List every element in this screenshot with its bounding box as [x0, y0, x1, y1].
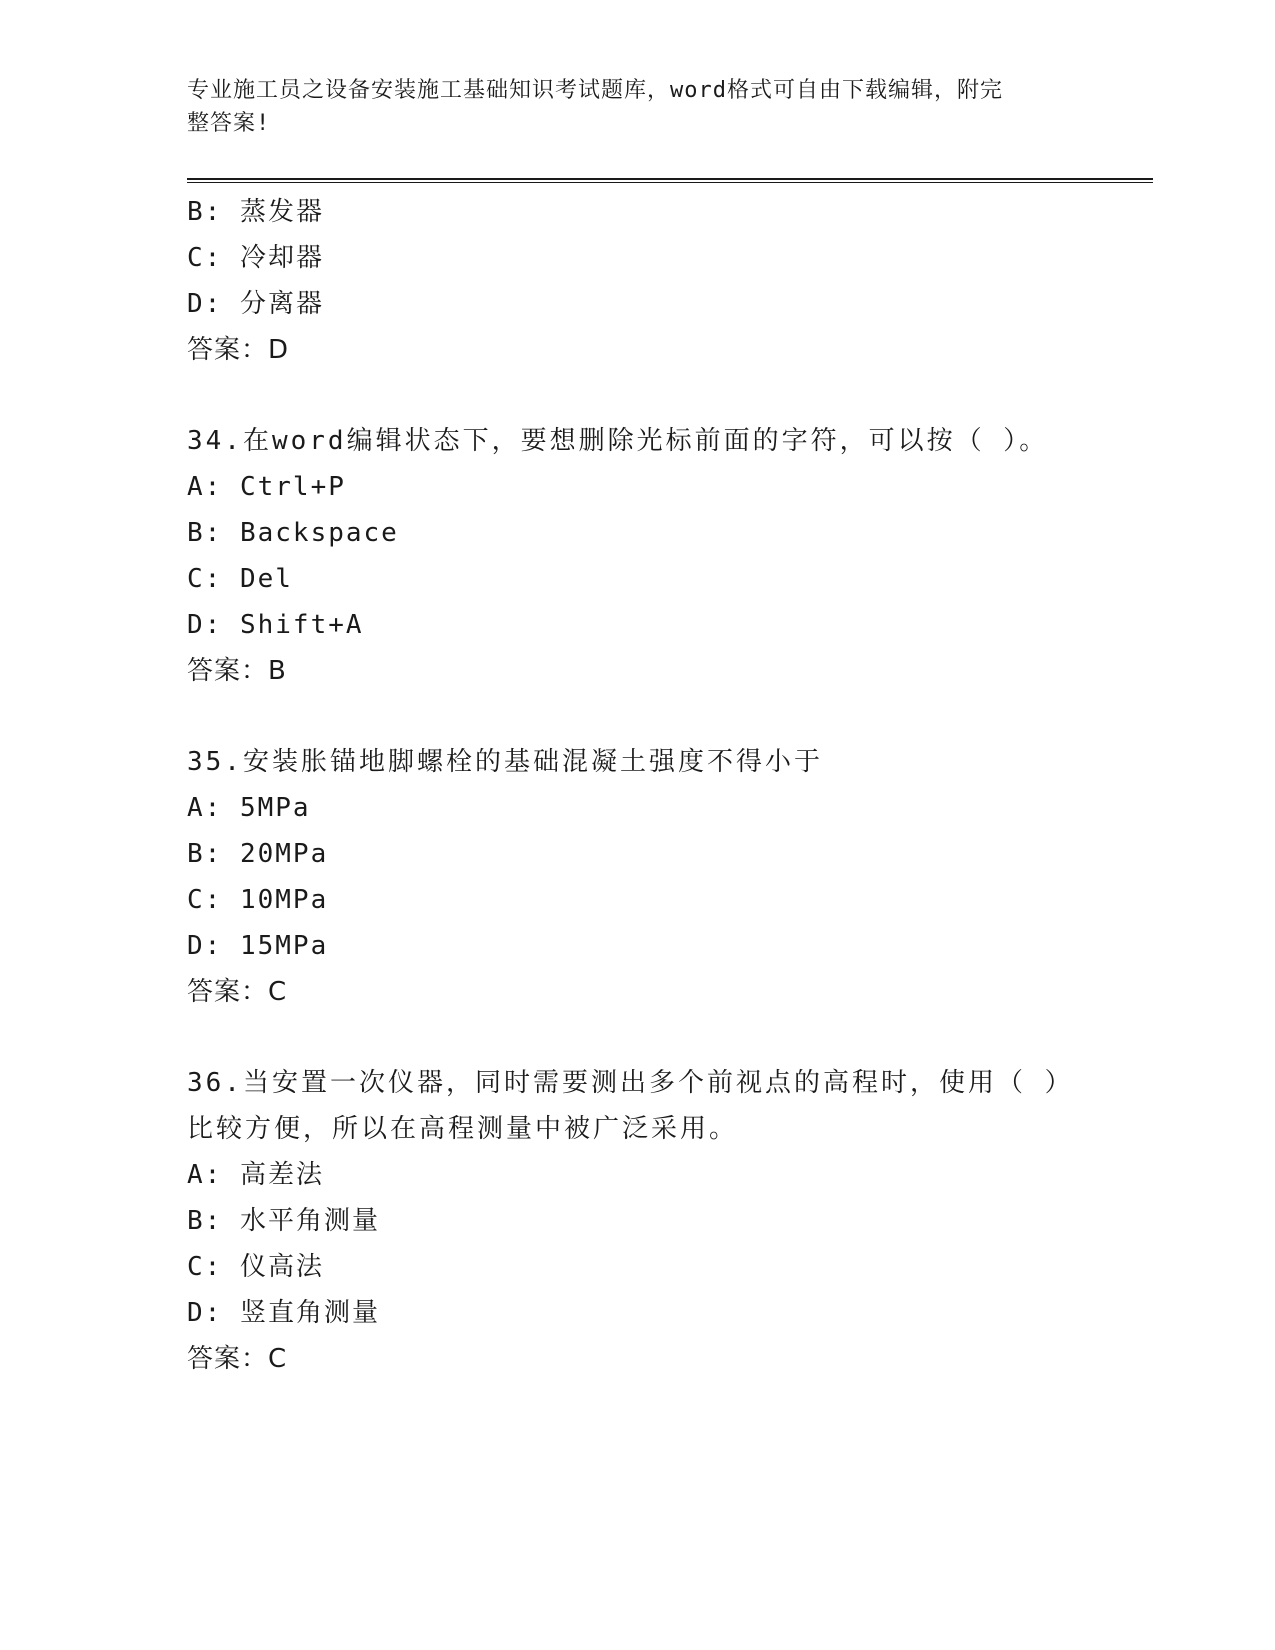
- option-d: D: Shift+A: [187, 610, 364, 640]
- header-title-line-1: 专业施工员之设备安装施工基础知识考试题库，word格式可自由下载编辑，附完: [187, 78, 1003, 103]
- question-text: 35.安装胀锚地脚螺栓的基础混凝土强度不得小于: [187, 747, 823, 777]
- answer-line: 答案：C: [187, 1344, 288, 1374]
- option-b: B: 水平角测量: [187, 1206, 380, 1236]
- option-a: A: 5MPa: [187, 793, 311, 823]
- question-text: 36.当安置一次仪器，同时需要测出多个前视点的高程时，使用（ ）: [187, 1068, 1074, 1098]
- option-d: D: 竖直角测量: [187, 1298, 380, 1328]
- answer-line: 答案：C: [187, 977, 288, 1007]
- answer-line: 答案：B: [187, 656, 287, 686]
- question-35-block: [187, 739, 1087, 1015]
- prev-question-block: [187, 189, 1087, 373]
- question-text-continued: 比较方便，所以在高程测量中被广泛采用。: [187, 1114, 739, 1144]
- question-text: 34.在word编辑状态下，要想删除光标前面的字符，可以按（ ）。: [187, 426, 1049, 456]
- option-d: D: 分离器: [187, 289, 324, 319]
- option-d: D: 15MPa: [187, 931, 329, 961]
- question-36-block: [187, 1060, 1087, 1382]
- option-a: A: Ctrl+P: [187, 472, 346, 502]
- option-c: C: 冷却器: [187, 243, 324, 273]
- option-c: C: 仪高法: [187, 1252, 324, 1282]
- option-c: C: Del: [187, 564, 293, 594]
- option-b: B: Backspace: [187, 518, 399, 548]
- header-divider: [187, 178, 1153, 183]
- page-header: [187, 74, 1067, 140]
- option-b: B: 蒸发器: [187, 197, 324, 227]
- option-b: B: 20MPa: [187, 839, 329, 869]
- answer-line: 答案：D: [187, 335, 290, 365]
- document-body: [187, 189, 1087, 1382]
- header-title-line-2: 整答案!: [187, 111, 271, 136]
- option-c: C: 10MPa: [187, 885, 329, 915]
- question-34-block: [187, 418, 1087, 694]
- option-a: A: 高差法: [187, 1160, 324, 1190]
